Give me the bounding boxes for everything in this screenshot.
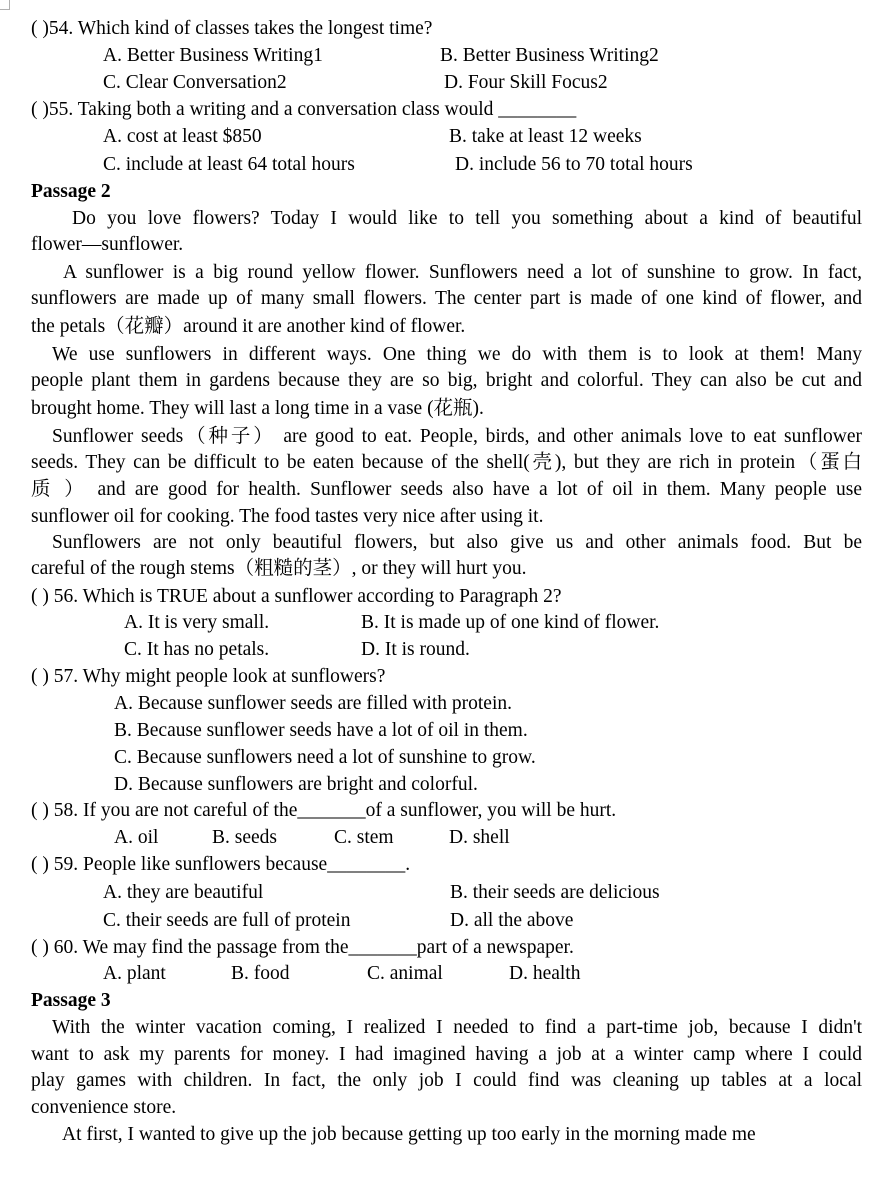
question-57-stem: ( ) 57. Why might people look at sunflowers? xyxy=(31,666,386,687)
question-60-option-d: D. health xyxy=(509,963,581,984)
question-54-option-d: D. Four Skill Focus2 xyxy=(444,72,608,93)
question-59-option-d: D. all the above xyxy=(450,910,574,931)
passage-2-line: brought home. They will last a long time in a vase (花瓶). xyxy=(31,398,484,419)
question-54-option-a: A. Better Business Writing1 xyxy=(103,45,323,66)
question-56-stem: ( ) 56. Which is TRUE about a sunflower according to Paragraph 2? xyxy=(31,586,562,607)
question-54-option-c: C. Clear Conversation2 xyxy=(103,72,287,93)
passage-2-line: seeds. They can be difficult to be eaten because of the shell(壳), but they are rich in protein（蛋白 xyxy=(31,452,862,473)
question-60-option-b: B. food xyxy=(231,963,290,984)
question-57-option-c: C. Because sunflowers need a lot of sunshine to grow. xyxy=(114,747,536,768)
passage-2-line: Sunflower seeds（种子） are good to eat. People, birds, and other animals love to eat sunflower xyxy=(52,426,862,447)
passage-3-line: convenience store. xyxy=(31,1097,177,1118)
passage-2-line: We use sunflowers in different ways. One thing we do with them is to look at them! Many xyxy=(52,344,862,365)
question-60-stem: ( ) 60. We may find the passage from the_______part of a newspaper. xyxy=(31,937,574,958)
question-59-option-b: B. their seeds are delicious xyxy=(450,882,660,903)
passage-3-line: play games with children. In fact, the only job I could find was cleaning up tables at a local xyxy=(31,1070,862,1091)
passage-3-line: want to ask my parents for money. I had imagined having a job at a winter camp where I could xyxy=(31,1044,862,1065)
question-58-stem: ( ) 58. If you are not careful of the_______of a sunflower, you will be hurt. xyxy=(31,800,617,821)
question-55-option-b: B. take at least 12 weeks xyxy=(449,126,642,147)
question-55-option-a: A. cost at least $850 xyxy=(103,126,262,147)
question-54-option-b: B. Better Business Writing2 xyxy=(440,45,659,66)
question-57-option-d: D. Because sunflowers are bright and colorful. xyxy=(114,774,478,795)
passage-3-heading: Passage 3 xyxy=(31,990,111,1011)
passage-2-line: Sunflowers are not only beautiful flowers, but also give us and other animals food. But be xyxy=(52,532,862,553)
passage-3-line: At first, I wanted to give up the job because getting up too early in the morning made me xyxy=(62,1124,756,1145)
question-55-option-d: D. include 56 to 70 total hours xyxy=(455,154,693,175)
page-corner-mark xyxy=(0,0,10,10)
question-59-stem: ( ) 59. People like sunflowers because________. xyxy=(31,854,411,875)
passage-2-line: sunflower oil for cooking. The food tastes very nice after using it. xyxy=(31,506,544,527)
question-55-option-c: C. include at least 64 total hours xyxy=(103,154,355,175)
question-56-option-a: A. It is very small. xyxy=(124,612,270,633)
passage-2-line: Do you love flowers? Today I would like to tell you something about a kind of beautiful xyxy=(72,208,862,229)
passage-2-line: 质 ） and are good for health. Sunflower seeds also have a lot of oil in them. Many people use xyxy=(31,479,862,500)
question-57-option-b: B. Because sunflower seeds have a lot of oil in them. xyxy=(114,720,528,741)
question-58-option-b: B. seeds xyxy=(212,827,277,848)
passage-2-line: sunflowers are made up of many small flowers. The center part is made of one kind of flower, and xyxy=(31,288,862,309)
passage-2-line: people plant them in gardens because they are so big, bright and colorful. They can also be cut and xyxy=(31,370,862,391)
question-59-option-a: A. they are beautiful xyxy=(103,882,264,903)
question-55-stem: ( )55. Taking both a writing and a conversation class would ________ xyxy=(31,99,577,120)
question-60-option-c: C. animal xyxy=(367,963,443,984)
passage-2-line: flower—sunflower. xyxy=(31,234,184,255)
passage-3-line: With the winter vacation coming, I realized I needed to find a part-time job, because I didn't xyxy=(52,1017,862,1038)
question-57-option-a: A. Because sunflower seeds are filled with protein. xyxy=(114,693,512,714)
question-58-option-a: A. oil xyxy=(114,827,159,848)
question-56-option-d: D. It is round. xyxy=(361,639,470,660)
passage-2-heading: Passage 2 xyxy=(31,181,111,202)
question-59-option-c: C. their seeds are full of protein xyxy=(103,910,351,931)
question-56-option-b: B. It is made up of one kind of flower. xyxy=(361,612,660,633)
question-58-option-d: D. shell xyxy=(449,827,510,848)
question-58-option-c: C. stem xyxy=(334,827,394,848)
question-60-option-a: A. plant xyxy=(103,963,166,984)
question-54-stem: ( )54. Which kind of classes takes the longest time? xyxy=(31,18,433,39)
passage-2-line: A sunflower is a big round yellow flower. Sunflowers need a lot of sunshine to grow. In fact, xyxy=(63,262,862,283)
question-56-option-c: C. It has no petals. xyxy=(124,639,270,660)
passage-2-line: careful of the rough stems（粗糙的茎）, or they will hurt you. xyxy=(31,558,527,579)
passage-2-line: the petals（花瓣）around it are another kind of flower. xyxy=(31,316,466,337)
